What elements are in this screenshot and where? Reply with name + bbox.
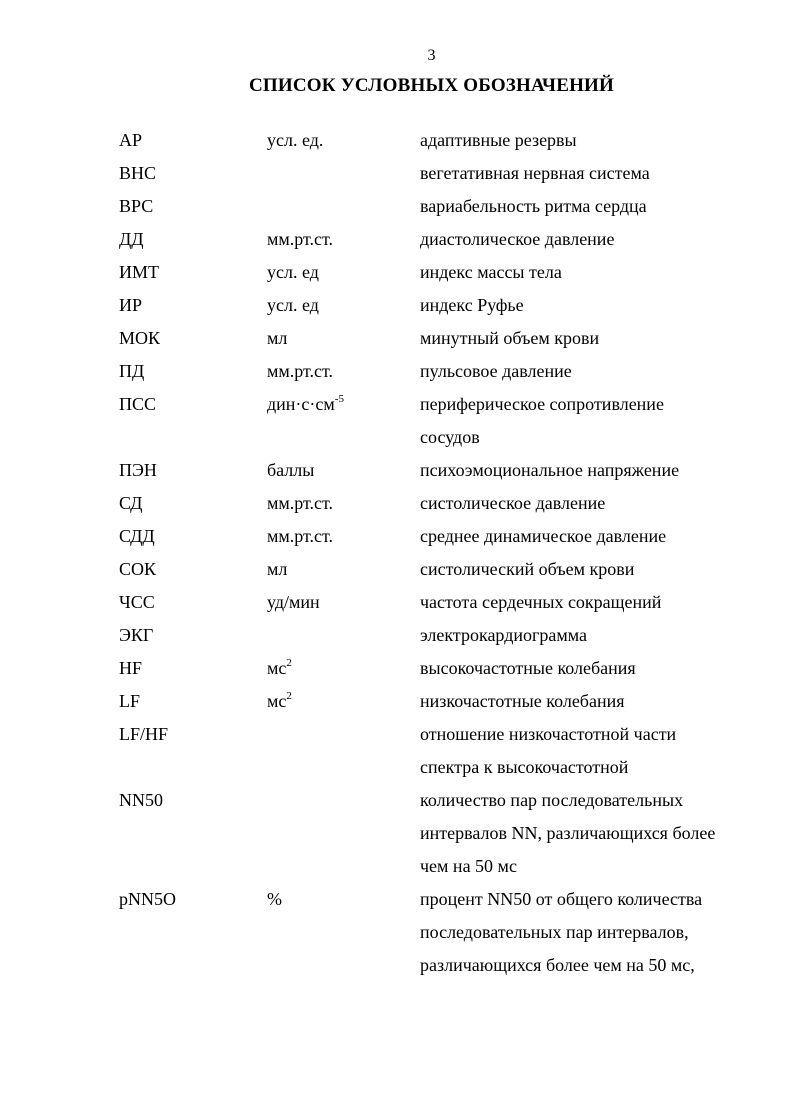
- description-line: индекс массы тела: [420, 262, 562, 282]
- description: [420, 520, 666, 553]
- list-item: [0, 619, 799, 652]
- description-line: среднее динамическое давление: [420, 526, 667, 546]
- unit-text: баллы: [267, 460, 315, 480]
- description-line: периферическое сопротивление: [420, 394, 664, 414]
- description: [420, 355, 572, 388]
- description: [420, 652, 636, 685]
- abbreviation: ВНС: [119, 163, 157, 183]
- abbreviation: ПСС: [119, 394, 157, 414]
- description-line: высокочастотные колебания: [420, 658, 636, 678]
- unit: [267, 883, 282, 916]
- abbreviation: СД: [119, 493, 143, 513]
- unit-text: мм.рт.ст.: [267, 361, 334, 381]
- unit-text: усл. ед: [267, 295, 319, 315]
- description-line: психоэмоциональное напряжение: [420, 460, 680, 480]
- unit: [267, 355, 333, 388]
- description-line: вариабельность ритма сердца: [420, 196, 647, 216]
- abbreviation: СДД: [119, 526, 155, 546]
- description: [420, 685, 625, 718]
- description: [420, 322, 599, 355]
- unit-text: мм.рт.ст.: [267, 229, 334, 249]
- unit: [267, 454, 314, 487]
- list-item: [0, 223, 799, 256]
- unit-text: дин·с·см: [267, 394, 335, 414]
- description-line: различающихся более чем на 50 мс,: [420, 955, 695, 975]
- unit: [267, 388, 344, 421]
- abbreviation: СОК: [119, 559, 157, 579]
- description: [420, 190, 647, 223]
- description: [420, 289, 524, 322]
- description-line: частота сердечных сокращений: [420, 592, 662, 612]
- abbreviation: pNN5O: [119, 889, 176, 909]
- unit: [267, 289, 319, 322]
- description-line: отношение низкочастотной части: [420, 724, 677, 744]
- abbreviation-list: [0, 124, 799, 982]
- list-item: [0, 157, 799, 190]
- description-line: сосудов: [420, 427, 480, 447]
- description-line: систолический объем крови: [420, 559, 635, 579]
- unit-text: мл: [267, 328, 288, 348]
- unit-exponent: 2: [286, 657, 292, 669]
- description-line: систолическое давление: [420, 493, 606, 513]
- description-line: адаптивные резервы: [420, 130, 577, 150]
- description: [420, 157, 650, 190]
- description: [420, 619, 587, 652]
- description-line: электрокардиограмма: [420, 625, 588, 645]
- list-item: [0, 718, 799, 784]
- description-line: чем на 50 мс: [420, 856, 517, 876]
- description-line: интервалов NN, различающихся более: [420, 823, 716, 843]
- list-item: [0, 355, 799, 388]
- list-item: [0, 685, 799, 718]
- unit: [267, 685, 292, 718]
- page-title: СПИСОК УСЛОВНЫХ ОБОЗНАЧЕНИЙ: [249, 75, 614, 96]
- unit-text: мм.рт.ст.: [267, 493, 334, 513]
- list-item: [0, 322, 799, 355]
- description: [420, 883, 702, 982]
- abbreviation: АР: [119, 130, 143, 150]
- description: [420, 388, 664, 454]
- list-item: [0, 586, 799, 619]
- list-item: [0, 124, 799, 157]
- unit-text: мс: [267, 691, 287, 711]
- unit-text: уд/мин: [267, 592, 320, 612]
- description: [420, 784, 715, 883]
- description: [420, 718, 676, 784]
- unit-text: %: [267, 889, 282, 909]
- description-line: вегетативная нервная система: [420, 163, 650, 183]
- list-item: [0, 553, 799, 586]
- description-line: минутный объем крови: [420, 328, 600, 348]
- description: [420, 487, 605, 520]
- list-item: [0, 652, 799, 685]
- list-item: [0, 190, 799, 223]
- list-item: [0, 784, 799, 883]
- abbreviation: ДД: [119, 229, 144, 249]
- abbreviation: HF: [119, 658, 143, 678]
- unit: [267, 256, 319, 289]
- unit-text: мс: [267, 658, 287, 678]
- list-item: [0, 388, 799, 454]
- list-item: [0, 520, 799, 553]
- description-line: спектра к высокочастотной: [420, 757, 629, 777]
- abbreviation: ВРС: [119, 196, 154, 216]
- page-number: 3: [427, 47, 436, 64]
- list-item: [0, 289, 799, 322]
- unit-text: усл. ед: [267, 262, 319, 282]
- unit-exponent: 2: [286, 690, 292, 702]
- list-item: [0, 883, 799, 982]
- abbreviation: ПД: [119, 361, 145, 381]
- unit-text: усл. ед.: [267, 130, 324, 150]
- list-item: [0, 487, 799, 520]
- unit: [267, 586, 320, 619]
- description: [420, 124, 577, 157]
- list-item: [0, 256, 799, 289]
- description: [420, 454, 679, 487]
- unit: [267, 553, 287, 586]
- unit-text: мм.рт.ст.: [267, 526, 334, 546]
- unit: [267, 223, 333, 256]
- unit: [267, 322, 287, 355]
- description-line: процент NN50 от общего количества: [420, 889, 703, 909]
- abbreviation: ЭКГ: [119, 625, 154, 645]
- abbreviation: ИР: [119, 295, 143, 315]
- abbreviation: LF/HF: [119, 724, 169, 744]
- unit: [267, 520, 333, 553]
- description: [420, 586, 661, 619]
- abbreviation: NN50: [119, 790, 163, 810]
- description: [420, 256, 562, 289]
- description-line: пульсовое давление: [420, 361, 572, 381]
- description-line: диастолическое давление: [420, 229, 615, 249]
- unit-text: мл: [267, 559, 288, 579]
- unit: [267, 487, 333, 520]
- description: [420, 223, 614, 256]
- description-line: количество пар последовательных: [420, 790, 684, 810]
- unit: [267, 652, 292, 685]
- description-line: индекс Руфье: [420, 295, 524, 315]
- unit: [267, 124, 323, 157]
- abbreviation: ЧСС: [119, 592, 155, 612]
- description: [420, 553, 634, 586]
- abbreviation: ИМТ: [119, 262, 159, 282]
- list-item: [0, 454, 799, 487]
- description-line: низкочастотные колебания: [420, 691, 625, 711]
- abbreviation: ПЭН: [119, 460, 157, 480]
- unit-exponent: -5: [334, 393, 344, 405]
- abbreviation: LF: [119, 691, 141, 711]
- abbreviation: МОК: [119, 328, 161, 348]
- description-line: последовательных пар интервалов,: [420, 922, 689, 942]
